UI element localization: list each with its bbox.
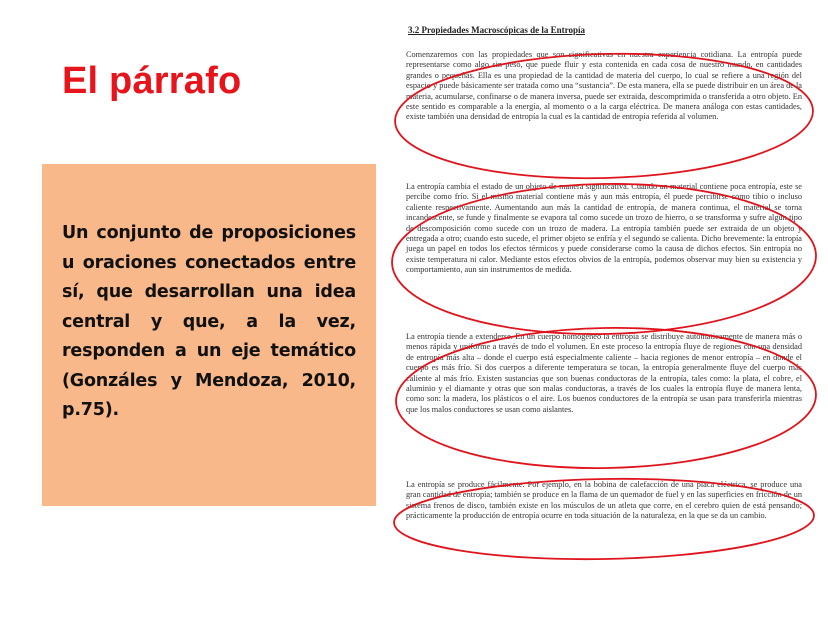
document-heading: 3.2 Propiedades Macroscópicas de la Entropía — [408, 25, 586, 35]
scanned-document — [386, 12, 810, 582]
document-paragraph-2: La entropía cambia el estado de un objeto de manera significativa. Cuando un material contiene poca entropía, este se percibe como frío. Si el mismo material contiene más y aun más entropía, él puede percibirse como tibio o incluso caliente respectivamente. Aumentando aun más la cantidad de entropía, de manera continua, el material se torna incandescente, se funde y finalmente se evapora tal como sucede un trozo de hierro, o se transforma y sufre algún tipo de descomposición como sucede con un trozo de madera. La entropía también puede ser extraida de un objeto y entregada a otro; cuando esto sucede, el primer objeto se enfría y el segundo se calienta. Dicho brevemente: la entropía juega un papel en todos los efectos térmicos y puede considerarse como la causa de dichos efectos. Sin entropía no existe temperatura ni calor. Mediante estos efectos obvios de la entropía, podemos observar muy bien su existencia y comportamiento, aun sin instrumentos de medida. — [406, 182, 802, 275]
slide-title: El párrafo — [62, 60, 242, 102]
document-paragraph-3: La entropía tiende a extenderse. En un cuerpo homogéneo la entropía se distribuye automaticamente de manera más o menos rápida y uniforme a través de todo el volumen. En este proceso la entropía fluye de regiones con una densidad de entropía más alta – donde el cuerpo está especialmente caliente – hacia regiones de menor entropía – en donde el cuerpo es más frío. Si dos cuerpos a diferente temperatura se tocan, la entropía generalmente fluye del cuerpo más caliente al más frío. Existen sustancias que son buenas conductoras de la entropía, tales como: la plata, el cobre, el aluminio y el diamante y otras que son malas conductoras, a través de los cuales la entropía fluye de manera lenta, como son: la madera, los plásticos o el aire. Los buenos conductores de la entropía se usan para transferirla mientras que los malos conductores se usan como aislantes. — [406, 332, 802, 414]
definition-text: Un conjunto de proposiciones u oraciones conectados entre sí, que desarrollan una idea central y que, a la vez, responden a un eje temático (Gonzáles y Mendoza, 2010, p.75). — [62, 223, 356, 420]
document-paragraph-1: Comenzaremos con las propiedades que son significativas en nuestra experiencia cotidiana. La entropía puede representarse como algo sin peso, que puede fluir y esta contenida en cada cosa de nuestro mundo, en cantidades grandes o pequeñas. Ella es una propiedad de la cantidad de materia del cuerpo, lo cual se refiere a una región del espacio y puede básicamente ser tratada como una “sustancia”. De esta manera, ella se puede distribuir en un área de la materia, acumularse, confinarse o de manera inversa, puede ser extraida, descomprimida o transferida a otro objeto. En este sentido es comparable a la energía, al momento o a la carga eléctrica. De manera análoga con estas cantidades, existe también una densidad de entropía la cual es la cantidad de entropía referida al volumen. — [406, 50, 802, 122]
document-paragraph-4: La entropía se produce fácilmente. Por ejemplo, en la bobina de calefacción de una placa eléctrica, se produce una gran cantidad de entropía; también se produce en la flama de un quemador de fuel y en las superficies en fricción de un sistema frenos de disco, también existe en los músculos de un atleta que corre, en el cerebro quien de está pensando; prácticamente la producción de entropía ocurre en toda situación de la naturaleza, en la que se da un cambio. — [406, 480, 802, 521]
definition-box — [42, 164, 376, 506]
